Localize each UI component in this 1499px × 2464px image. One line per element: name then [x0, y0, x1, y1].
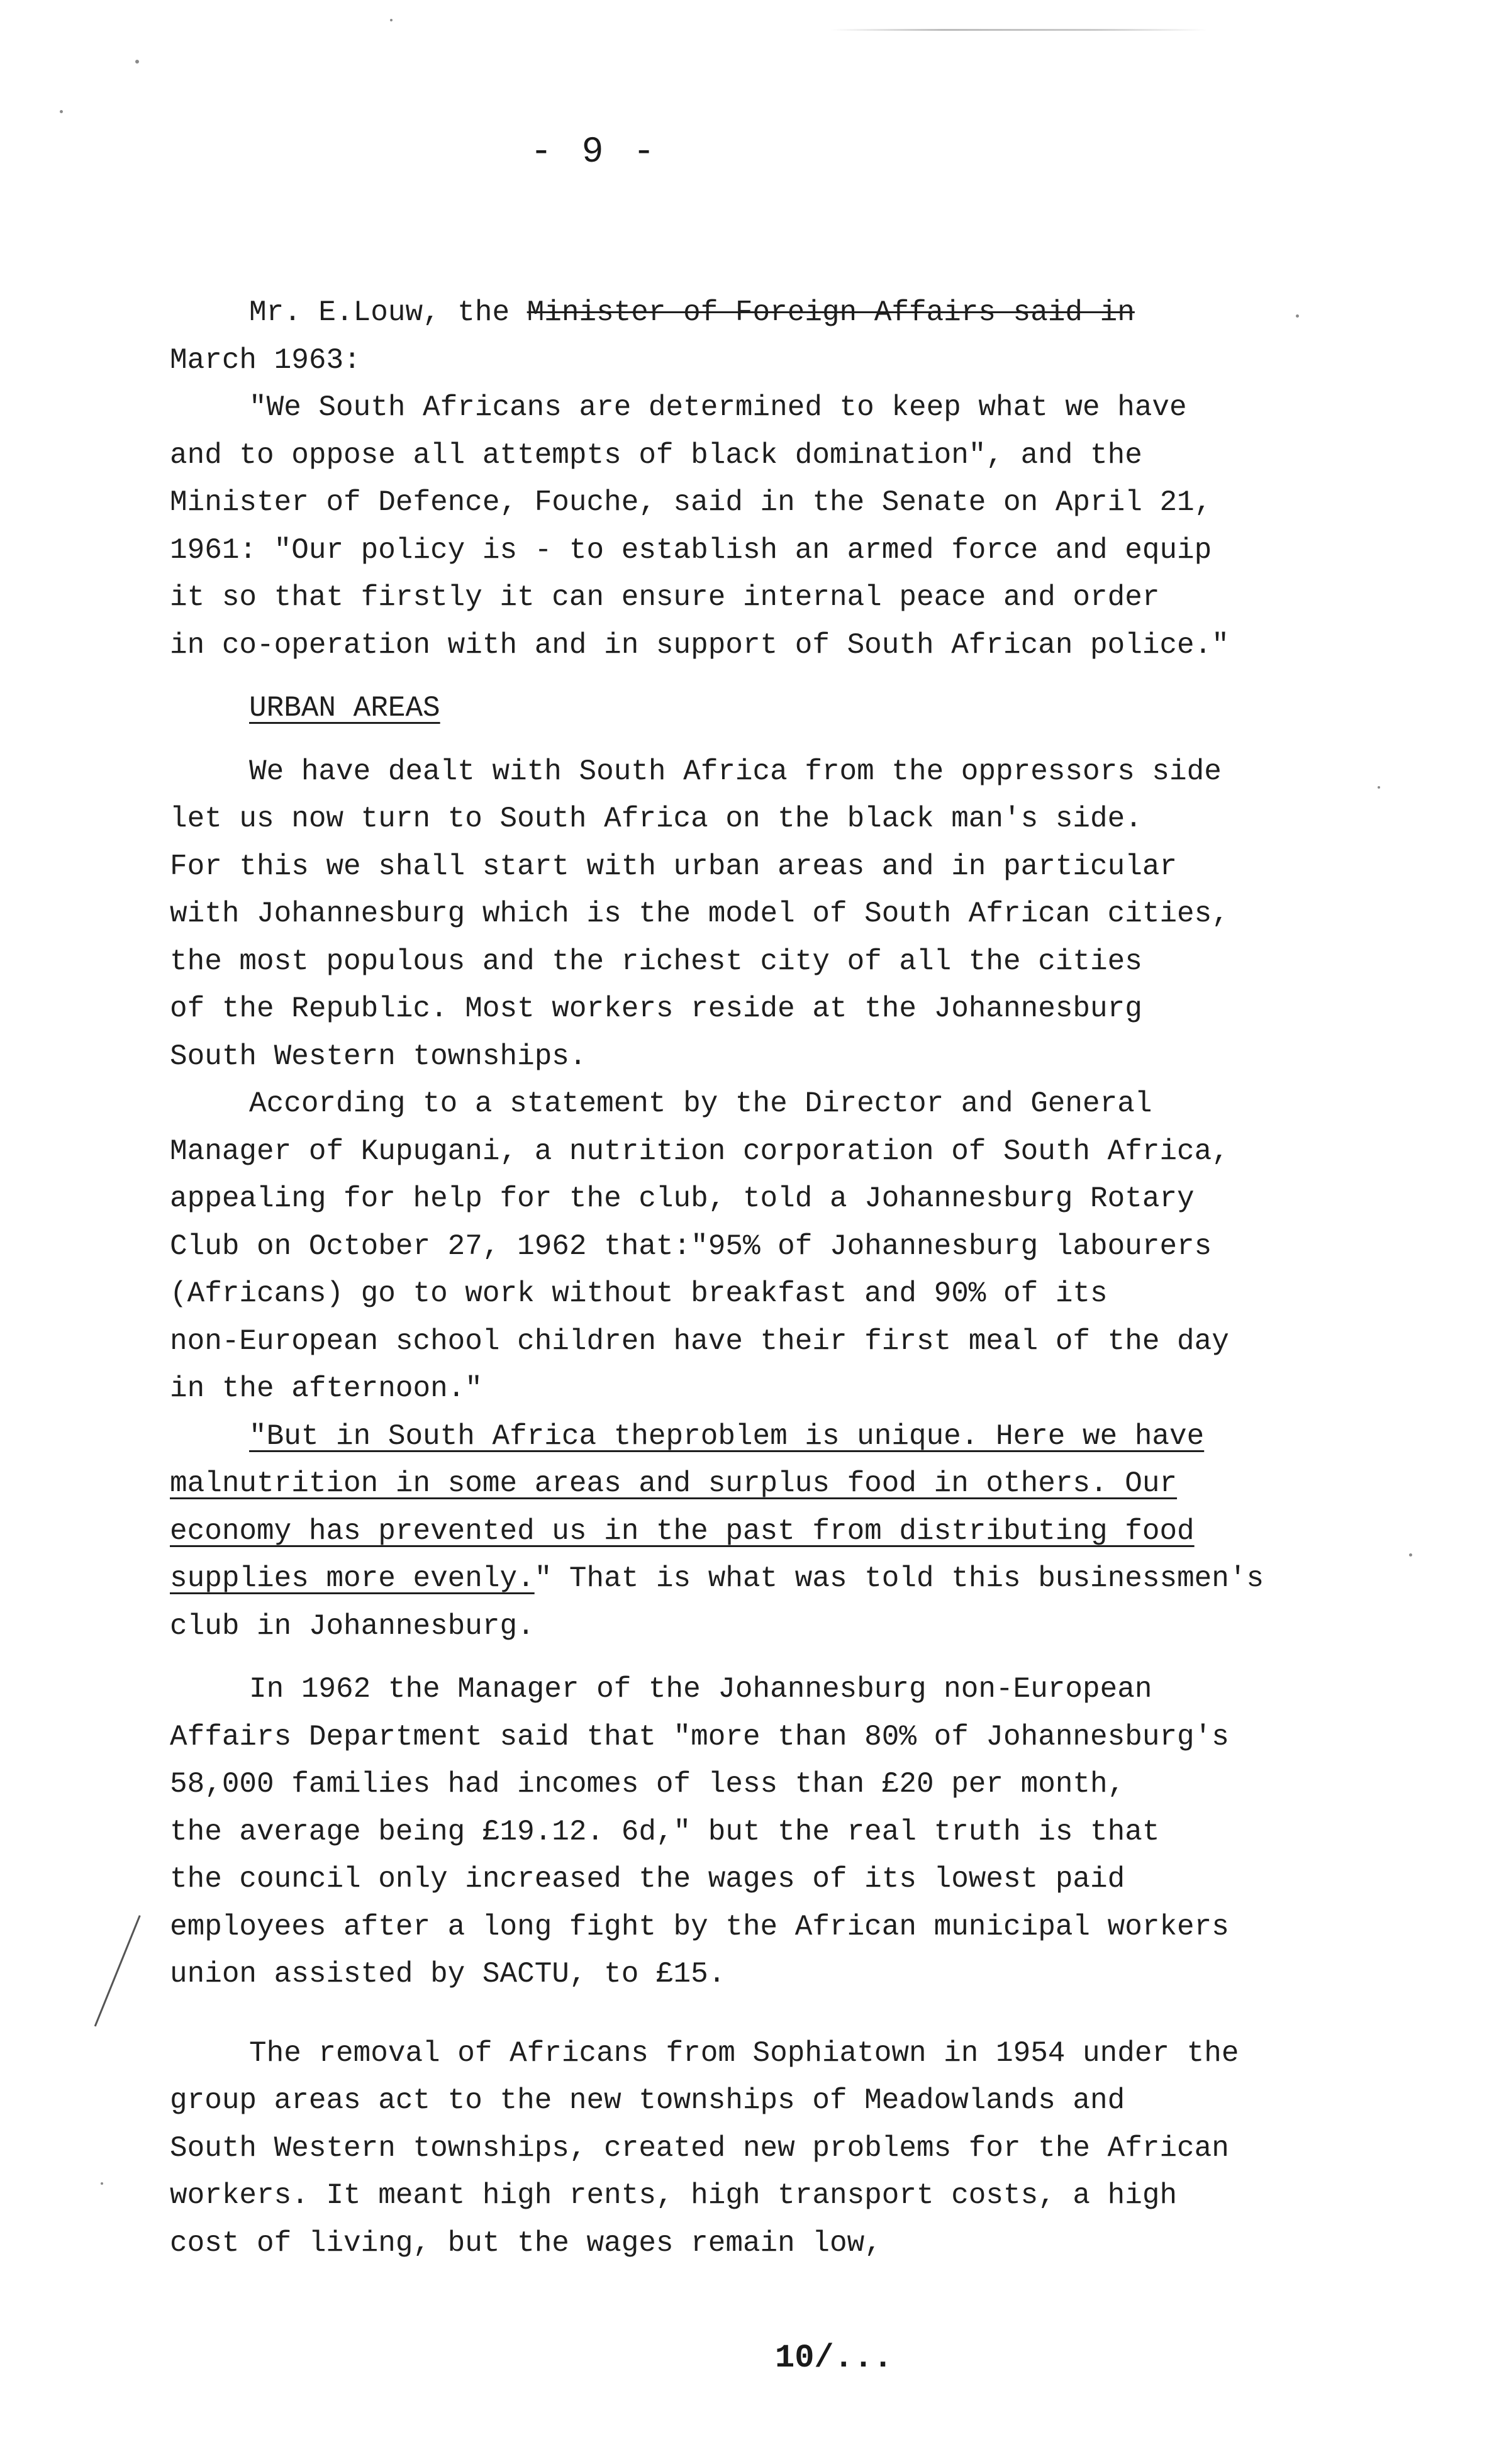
text-line: the average being £19.12. 6d," but the real truth is that: [170, 1815, 1160, 1848]
spacer: [170, 1650, 1403, 1666]
text-line: March 1963:: [170, 343, 361, 377]
text-line: For this we shall start with urban areas and in particular: [170, 850, 1178, 883]
underlined-text: malnutrition in some areas and surplus food in others. Our: [170, 1467, 1178, 1500]
margin-pen-mark: [94, 1915, 145, 2028]
text-line: We have dealt with South Africa from the oppressors side: [249, 755, 1222, 788]
spacer: [170, 669, 1403, 685]
text-line: the council only increased the wages of its lowest paid: [170, 1863, 1125, 1895]
struck-text: Minister of Foreign Affairs said in: [527, 296, 1135, 329]
text-line: [170, 1413, 1403, 1461]
text-line: Minister of Defence, Fouche, said in the Senate on April 21,: [170, 486, 1212, 519]
text-line: employees after a long fight by the African municipal workers: [170, 1910, 1229, 1943]
text-line: Affairs Department said that "more than 80% of Johannesburg's: [170, 1720, 1229, 1753]
text-line: (Africans) go to work without breakfast and 90% of its: [170, 1277, 1108, 1310]
text-line: 58,000 families had incomes of less than £20 per month,: [170, 1768, 1125, 1801]
scan-speck: [1296, 314, 1299, 318]
spacer: [170, 733, 1403, 748]
underlined-text: supplies more evenly.: [170, 1562, 535, 1595]
text-line: group areas act to the new townships of Meadowlands and: [170, 2084, 1125, 2117]
text-line: 1961: "Our policy is - to establish an armed force and equip: [170, 533, 1212, 567]
text-span: " That is what was told this businessmen's: [534, 1562, 1264, 1595]
underlined-text: "But in South Africa theproblem is unique. Here we have: [249, 1419, 1205, 1453]
spacer: [170, 1999, 1403, 2030]
text-line: workers. It meant high rents, high transport costs, a high: [170, 2179, 1178, 2212]
text-line: cost of living, but the wages remain low,: [170, 2226, 882, 2260]
scan-speck: [60, 110, 63, 113]
section-heading-line: [170, 685, 1403, 733]
text-line: non-European school children have their first meal of the day: [170, 1324, 1229, 1358]
text-line: and to oppose all attempts of black domination", and the: [170, 438, 1142, 472]
text-line: of the Republic. Most workers reside at the Johannesburg: [170, 992, 1142, 1025]
text-line: appealing for help for the club, told a Johannesburg Rotary: [170, 1182, 1195, 1215]
text-line: it so that firstly it can ensure internal peace and order: [170, 581, 1160, 614]
text-line: club in Johannesburg.: [170, 1609, 535, 1643]
text-line: in the afternoon.": [170, 1372, 482, 1405]
text-line: "We South Africans are determined to keep what we have: [249, 391, 1187, 424]
page-number: - 9 -: [530, 132, 659, 173]
scan-speck: [135, 60, 139, 64]
text-line: Club on October 27, 1962 that:"95% of Johannesburg labourers: [170, 1229, 1212, 1263]
body-text: [170, 289, 1403, 2267]
text-line: [170, 289, 1403, 337]
text-line: According to a statement by the Director and General: [249, 1087, 1152, 1120]
text-line: union assisted by SACTU, to £15.: [170, 1958, 726, 1990]
scan-speck: [390, 19, 393, 21]
continuation-reference: 10/...: [775, 2339, 893, 2377]
text-line: Manager of Kupugani, a nutrition corporation of South Africa,: [170, 1135, 1229, 1168]
scan-speck: [1378, 786, 1380, 789]
text-line: South Western townships.: [170, 1040, 587, 1073]
text-line: [170, 1460, 1403, 1508]
text-line: The removal of Africans from Sophiatown in 1954 under the: [249, 2036, 1239, 2070]
scan-artifact-line: [830, 29, 1208, 31]
scan-speck: [1409, 1553, 1412, 1557]
text-line: let us now turn to South Africa on the black man's side.: [170, 802, 1142, 835]
text-line: with Johannesburg which is the model of South African cities,: [170, 897, 1229, 930]
text-line: In 1962 the Manager of the Johannesburg non-European: [249, 1673, 1152, 1706]
text-line: [170, 1555, 1403, 1603]
underlined-text: economy has prevented us in the past from distributing food: [170, 1514, 1195, 1548]
section-heading: URBAN AREAS: [249, 692, 440, 724]
text-line: the most populous and the richest city of all the cities: [170, 945, 1142, 978]
text-line: in co-operation with and in support of South African police.": [170, 628, 1229, 662]
text-line: South Western townships, created new problems for the African: [170, 2131, 1229, 2165]
text-line: [170, 1508, 1403, 1556]
text-span: Mr. E.Louw, the: [249, 296, 527, 329]
scan-speck: [101, 2182, 103, 2185]
